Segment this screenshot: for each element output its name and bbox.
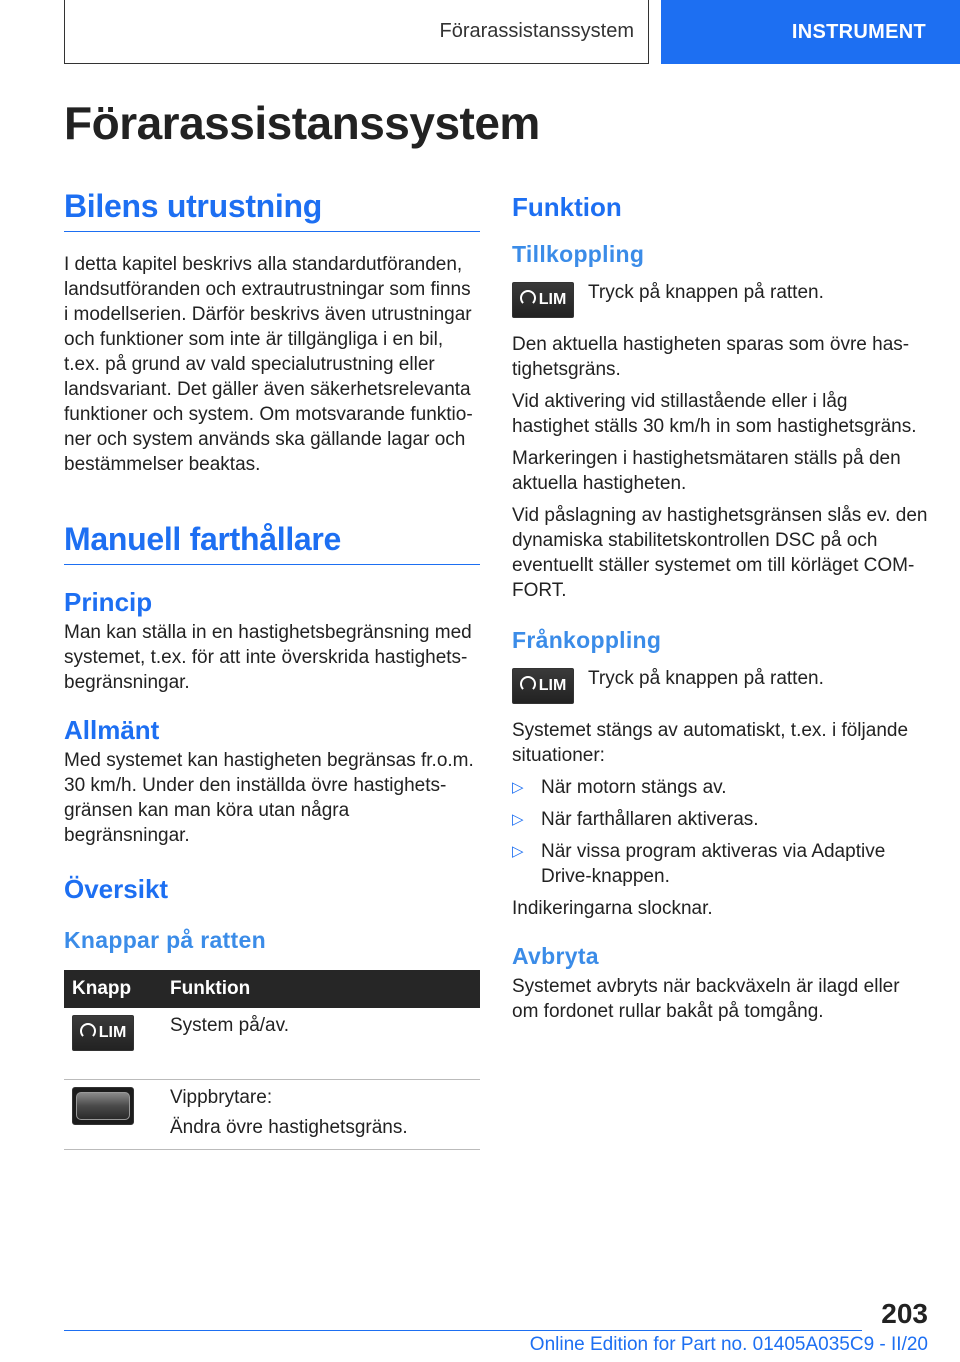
table-row [64, 1008, 480, 1080]
engage-text-2: Vid aktivering vid stillastående eller i låg hastighet ställs 30 km/h in som hastighetsgräns. [512, 391, 917, 437]
right-column [512, 188, 928, 1024]
heading-engage: Tillkoppling [512, 241, 645, 267]
list-item: ▷ När farthållaren aktiveras. [512, 809, 759, 830]
lim-button-icon [512, 282, 574, 318]
triangle-bullet-icon: ▷ [512, 843, 524, 860]
disengage-list [512, 775, 928, 889]
disengage-instruction-text: Tryck på knappen på ratten. [588, 668, 824, 689]
table-header-row [64, 970, 480, 1008]
list-item: ▷ När vissa program aktiveras via Adaptive Drive-knappen. [512, 841, 886, 887]
equipment-text: I detta kapitel beskrivs alla standardutföranden, landsutföranden och extrautrustningar som finns i modellserien. Därför beskrivs även utrustningar och funktioner som inte är tillgängliga i en bil, t.ex. på grund av vald specialutrustning eller landsvariant. Det gäller även säkerhetsrelevanta funktioner och system. Om motsvarande funktio-ner och system används ska gällande lagar och bestämmelser beaktas. [64, 254, 473, 475]
engage-text-4: Vid påslagning av hastighetsgränsen slås ev. den dynamiska stabilitetskontrollen DSC på och eventuellt ställer systemet om till körläget COM-FORT. [512, 505, 928, 601]
lim-label: LIM [98, 1024, 127, 1041]
gauge-icon [80, 1023, 96, 1039]
heading-buttons-on-wheel: Knappar på ratten [64, 927, 266, 953]
header-section: INSTRUMENT [661, 0, 960, 64]
heading-overview: Översikt [64, 874, 169, 904]
disengage-text-1: Systemet stängs av automatiskt, t.ex. i följande situationer: [512, 720, 909, 766]
footer-edition: Online Edition for Part no. 01405A035C9 - II/20 [529, 1334, 928, 1355]
table-row [64, 1080, 480, 1150]
disengage-instruction [512, 668, 928, 704]
triangle-bullet-icon: ▷ [512, 811, 524, 828]
engage-text-1: Den aktuella hastigheten sparas som övre has-tighetsgräns. [512, 334, 910, 380]
general-text: Med systemet kan hastigheten begränsas fr.o.m. 30 km/h. Under den inställda övre hastighets-gränsen kan man köra utan några begränsningar. [64, 750, 474, 846]
heading-equipment: Bilens utrustning [64, 188, 480, 232]
principle-text: Man kan ställa in en hastighetsbegränsning med systemet, t.ex. för att inte överskrida hastighets-begränsningar. [64, 622, 472, 693]
engage-instruction [512, 282, 928, 318]
function-text-detail: Ändra övre hastighetsgräns. [170, 1117, 408, 1138]
function-text: Vippbrytare: [170, 1087, 273, 1108]
lim-button-icon [512, 668, 574, 704]
col-header-key: Knapp [64, 970, 162, 1008]
col-header-function: Funktion [162, 970, 480, 1008]
list-item: ▷ När motorn stängs av. [512, 777, 727, 798]
heading-disengage: Frånkoppling [512, 627, 662, 653]
engage-text-3: Markeringen i hastighetsmätaren ställs på den aktuella hastigheten. [512, 448, 901, 494]
page-title: Förarassistanssystem [64, 97, 540, 149]
page-number: 203 [881, 1298, 928, 1329]
lim-label: LIM [538, 291, 567, 308]
function-text: System på/av. [170, 1015, 289, 1036]
lim-button-icon [72, 1015, 134, 1051]
lim-label: LIM [538, 677, 567, 694]
rocker-bar [76, 1092, 130, 1120]
heading-cruise-control: Manuell farthållare [64, 521, 480, 565]
left-column [64, 188, 480, 1150]
table-cell-key [64, 1080, 162, 1150]
buttons-table [64, 970, 480, 1150]
gauge-icon [520, 676, 536, 692]
disengage-text-2: Indikeringarna slocknar. [512, 898, 713, 919]
gauge-icon [520, 290, 536, 306]
footer-divider [64, 1330, 862, 1331]
triangle-bullet-icon: ▷ [512, 779, 524, 796]
heading-abort: Avbryta [512, 943, 599, 969]
engage-instruction-text: Tryck på knappen på ratten. [588, 282, 824, 303]
abort-text: Systemet avbryts när backväxeln är ilagd eller om fordonet rullar bakåt på tomgång. [512, 976, 900, 1022]
heading-principle: Princip [64, 587, 153, 617]
heading-general: Allmänt [64, 715, 160, 745]
rocker-switch-icon [72, 1087, 134, 1125]
table-cell-function [162, 1008, 480, 1080]
heading-function: Funktion [512, 192, 622, 222]
table-cell-key [64, 1008, 162, 1080]
table-cell-function [162, 1080, 480, 1150]
header-chapter: Förarassistanssystem [64, 0, 649, 64]
